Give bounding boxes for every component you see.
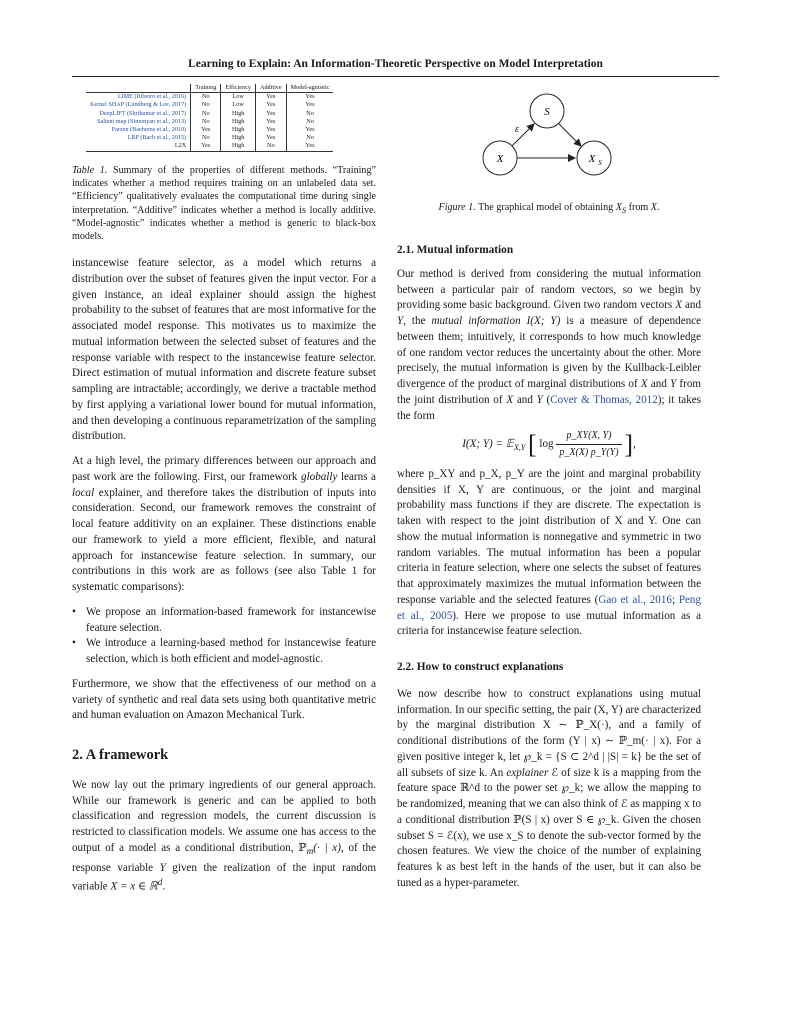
figure-1-caption-x: X bbox=[650, 202, 657, 213]
table-cell: Yes bbox=[305, 126, 315, 134]
table-cell: Low bbox=[221, 101, 256, 109]
figure-1-caption-label: Figure 1. bbox=[438, 202, 476, 213]
text-run: , the bbox=[403, 315, 432, 327]
table-row bbox=[86, 93, 333, 102]
running-header: Learning to Explain: An Information-Theoretic Perspective on Model Interpretation bbox=[188, 58, 603, 70]
table-1-caption-label: Table 1. bbox=[72, 165, 108, 176]
table-cell: Yes bbox=[255, 134, 286, 142]
math-run: X bbox=[640, 378, 648, 390]
table-cell: High bbox=[221, 118, 256, 126]
list-item: • We propose an information-based framework for instancewise feature selection. bbox=[72, 605, 376, 637]
subsection-title: 2.1. Mutual information bbox=[397, 244, 514, 256]
table-header-row bbox=[86, 84, 333, 93]
table-row bbox=[86, 142, 333, 151]
table-cell-method: Parzen (Baehrens et al., 2010) bbox=[86, 126, 191, 134]
table-cell: Yes bbox=[191, 142, 221, 151]
table-cell-method: L2X bbox=[86, 142, 191, 151]
figure-1-caption-pre: The graphical model of obtaining bbox=[478, 202, 616, 213]
table-1-caption bbox=[72, 164, 376, 243]
text-run: given the realization of the input random variable bbox=[72, 861, 376, 894]
text-run: . bbox=[162, 881, 166, 894]
paragraph bbox=[397, 687, 701, 892]
table-header-additive: Additive bbox=[255, 84, 286, 93]
table-cell: Yes bbox=[255, 110, 286, 118]
text-emphasis: explainer bbox=[506, 766, 549, 779]
equation-mutual-information bbox=[397, 428, 701, 461]
node-s-label: S bbox=[544, 106, 550, 118]
paragraph bbox=[397, 267, 701, 425]
table-cell: High bbox=[221, 142, 256, 151]
table-cell: Yes bbox=[255, 126, 286, 134]
table-cell-method: Kernel SHAP (Lundberg & Lee, 2017) bbox=[86, 101, 191, 109]
table-header-method bbox=[86, 84, 191, 93]
math-run: Y bbox=[397, 315, 404, 327]
citation-link[interactable]: Cover & Thomas, 2012 bbox=[550, 393, 658, 406]
text-run: ). Here we propose to use mutual information as a criteria for instancewise feature selection. bbox=[397, 609, 702, 638]
table-row bbox=[86, 134, 333, 142]
node-xs-label: X bbox=[588, 153, 596, 165]
math-subscript: m bbox=[306, 846, 314, 857]
table-header-efficiency: Efficiency bbox=[221, 84, 256, 93]
figure-1-caption-xs: X bbox=[615, 202, 622, 213]
table-1-caption-text: Summary of the properties of different methods. “Training” indicates whether a method requires training on an unlabeled data set. “Efficiency” qualitatively evaluates the computational time during single interpretation. “Additive” indicates whether a method is locally additive. “Model-agnostic” indicates whether a method is generic to black-box models. bbox=[72, 165, 376, 243]
equation-numerator: p_XY(X, Y) bbox=[556, 428, 621, 445]
text-run: ); it takes the form bbox=[397, 393, 701, 422]
table-cell: No bbox=[306, 117, 314, 125]
citation-link[interactable]: Gao et al., 2016 bbox=[598, 593, 672, 606]
table-row bbox=[86, 118, 333, 126]
math-run: X bbox=[675, 299, 682, 312]
figure-1-graphical-model bbox=[470, 90, 640, 185]
table-cell-method: LIME (Ribeiro et al., 2016) bbox=[86, 93, 191, 102]
equation-lhs: I(X; Y) = 𝔼 bbox=[462, 437, 514, 450]
contributions-list bbox=[72, 605, 376, 668]
table-cell: Yes bbox=[255, 93, 286, 102]
table-cell: Yes bbox=[255, 101, 286, 109]
figure-1-caption-post: from bbox=[626, 202, 651, 213]
table-row bbox=[86, 101, 333, 109]
edge-epsilon-label: ε bbox=[515, 124, 519, 135]
text-run: learns a bbox=[337, 470, 376, 483]
table-cell: Yes bbox=[255, 118, 286, 126]
paragraph bbox=[72, 454, 376, 596]
text-run: We now lay out the primary ingredients of our general approach. While our framework is generic and can be applied to both classification and regression models, the current discussion is restricted to classification models. We assume one has access to the output of a model as a conditional distribution, bbox=[72, 778, 376, 854]
equation-fraction bbox=[556, 428, 621, 461]
table-header-training: Training bbox=[191, 84, 221, 93]
table-cell: Yes bbox=[191, 126, 221, 134]
node-x-label: X bbox=[496, 153, 504, 165]
paragraph: instancewise feature selector, as a model which returns a distribution over the subset of features given the input vector. For a given instance, an ideal explainer should assign the highest probability to the subset of features that are most informative for the associated model response. This motivates us to maximize the mutual information between the selected subset of features and the response variable with respect to the instancewise feature selector. Direct estimation of mutual information and discrete feature subset sampling are intractable; accordingly, we derive a tractable method by first applying a variational lower bound for mutual information, and then developing a continuous reparametrization of the sampling distribution. bbox=[72, 257, 376, 443]
node-xs-subscript: S bbox=[598, 159, 602, 167]
text-run: We now describe how to construct explanations using mutual information. In our specific setting, the pair (X, Y) are characterized by the marginal distribution X ∼ ℙ_X(·), and a family of conditional distributions of the form (Y | x) ∼ ℙ_m(· | x). For a given positive integer k, let ℘_k = {S ⊂ 2^d | |S| = k} be the set of all subsets of size k. An bbox=[397, 687, 701, 779]
left-column bbox=[72, 256, 376, 896]
text-run: and bbox=[513, 393, 537, 406]
table-cell-method: Salient map (Simonyan et al., 2013) bbox=[86, 118, 191, 126]
table-1 bbox=[86, 84, 333, 152]
math-run: ℙ bbox=[298, 841, 307, 854]
math-run: Y bbox=[159, 861, 166, 874]
figure-1-caption-xs-sub: S bbox=[621, 206, 627, 216]
text-run: ; bbox=[671, 593, 679, 606]
text-run: from the joint distribution of bbox=[397, 378, 701, 406]
text-run: explainer, and therefore takes the distribution of inputs into consideration. Second, our framework removes the constraint of local feature additivity on an explainer. These distinctions enable our framework to yield a more efficient, flexible, and natural approach for instancewise feature selection. In summary, our contributions in this work are as follows (see also Table 1 for systematic comparisons): bbox=[72, 486, 376, 593]
math-run: Y bbox=[670, 378, 677, 390]
math-run: X = x ∈ ℝ bbox=[110, 881, 158, 894]
figure-1-caption bbox=[397, 201, 701, 217]
table-cell-method: DeepLIFT (Shrikumar et al., 2017) bbox=[86, 110, 191, 118]
table-cell: Yes bbox=[305, 101, 315, 109]
paragraph bbox=[72, 778, 376, 896]
table-cell: No bbox=[191, 134, 221, 142]
table-cell: High bbox=[221, 126, 256, 134]
equation-subscript: X,Y bbox=[513, 443, 526, 453]
paragraph bbox=[397, 467, 701, 640]
math-superscript: d bbox=[157, 878, 163, 889]
table-cell: No bbox=[191, 110, 221, 118]
text-run: , of the response variable bbox=[72, 841, 376, 874]
equation-log: log bbox=[539, 437, 554, 450]
table-header-agnostic: Model-agnostic bbox=[286, 84, 333, 93]
citation-link[interactable]: Peng et al., 2005 bbox=[397, 593, 701, 622]
table-cell: No bbox=[255, 142, 286, 151]
table-cell: No bbox=[191, 118, 221, 126]
text-emphasis: mutual information bbox=[431, 315, 521, 327]
table-row bbox=[86, 126, 333, 134]
list-item: • We introduce a learning-based method for instancewise feature selection, which is both efficient and model-agnostic. bbox=[72, 636, 376, 668]
section-title: 2. A framework bbox=[72, 747, 169, 763]
math-run: X bbox=[506, 393, 514, 406]
table-row bbox=[86, 110, 333, 118]
text-run: At a high level, the primary differences between our approach and past work are the following. First, our framework bbox=[72, 455, 376, 483]
header-rule bbox=[72, 76, 719, 77]
equation-end: , bbox=[633, 437, 636, 450]
table-cell: No bbox=[306, 109, 314, 117]
right-column bbox=[397, 243, 701, 892]
table-cell: Yes bbox=[286, 142, 333, 151]
math-run: I(X; Y) bbox=[526, 315, 561, 327]
edge-s-xs bbox=[559, 124, 581, 146]
figure-1-caption-end: . bbox=[656, 202, 660, 213]
text-run: ( bbox=[542, 393, 551, 406]
text-run: Our method is derived from considering the mutual information between a particular pair of random vectors, so we begin by providing some basic background. Given two random vectors bbox=[397, 267, 701, 312]
subsection-title: 2.2. How to construct explanations bbox=[397, 661, 564, 673]
math-run: Y bbox=[536, 393, 543, 406]
equation-denominator: p_X(X) p_Y(Y) bbox=[559, 447, 619, 458]
equation-bracket: [ bbox=[527, 429, 537, 459]
table-cell: No bbox=[306, 134, 314, 142]
text-run: and bbox=[647, 378, 671, 390]
table-cell: Low bbox=[221, 93, 256, 102]
text-run: and bbox=[681, 299, 702, 312]
table-cell: Yes bbox=[305, 93, 315, 101]
table-cell: No bbox=[191, 93, 221, 102]
table-cell-method: LRP (Bach et al., 2015) bbox=[86, 134, 191, 142]
text-run: is a measure of dependence between them; intuitively, it corresponds to how much knowledge of one random vector reduces the uncertainty about the other. More precisely, the mutual information is given by the Kullback-Leibler divergence of the product of marginal distributions of bbox=[397, 315, 702, 390]
text-emphasis: globally bbox=[301, 470, 338, 483]
paragraph: Furthermore, we show that the effectiveness of our method on a variety of synthetic and real data sets using both quantitative metric and human evaluation on Amazon Mechanical Turk. bbox=[72, 677, 376, 722]
text-emphasis: local bbox=[72, 486, 95, 499]
text-run: where p_XY and p_X, p_Y are the joint and marginal probability densities if X, Y are continuous, or the joint and marginal probability mass functions if they are discrete. The expectation is taken with respect to the joint distribution of X and Y. One can show the mutual information is nonnegative and symmetric in two random variables. The mutual information has been a popular criteria in feature selection, where one selects the subset of features that approximately maximizes the mutual information between the response variable and the selected features ( bbox=[397, 467, 701, 606]
text-run: ℰ of size k is a mapping from the feature space ℝ^d to the power set ℘_k; we allow the mapping to be randomized, meaning that we can also think of ℰ as mapping x to a conditional distribution ℙ(S | x) over S ∈ ℘_k. Given the chosen subset S = ℰ(x), we use x_S to denote the sub-vector formed by the chosen features. We view the choice of the number of explaining features k as best left in the hands of the user, but it can also be tuned as a hyper-parameter. bbox=[397, 766, 701, 889]
math-run: (· | x) bbox=[313, 841, 341, 854]
table-cell: No bbox=[191, 101, 221, 109]
equation-bracket: ] bbox=[624, 429, 633, 459]
table-cell: High bbox=[221, 110, 256, 118]
table-cell: High bbox=[221, 134, 256, 142]
